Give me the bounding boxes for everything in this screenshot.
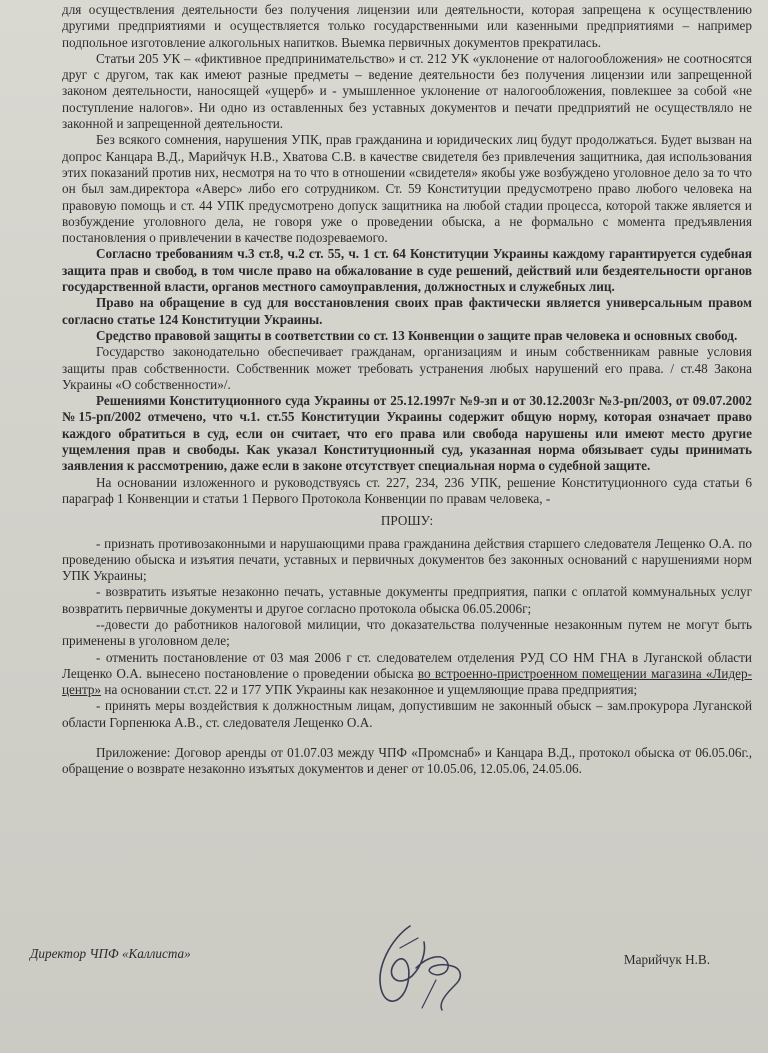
handwritten-signature — [352, 918, 472, 1014]
signatory-name: Марийчук Н.В. — [623, 952, 710, 967]
request-cancel-text: - отменить постановление от 03 мая 2006 г ст. следователем отделения РУД СО НМ ГНА в Луганской области Лещенко О.А. вынесено постановление о проведении обыска — [62, 649, 752, 681]
paragraph-property-law: Государство законодательно обеспечивает гражданам, организациям и иным собственникам равные условия защиты прав собственности. Собственник может требовать устранения любых нарушений его права. / ст.48 Закона Украины «О собственности»/. — [62, 344, 752, 392]
request-item-return: - возвратить изъятые незаконно печать, уставные документы предприятия, папки с оплатой коммунальных услуг возвратить первичные документы и другое согласно протокола обыска 06.05.2006г; — [62, 584, 752, 616]
paragraph-articles-205-212: Статьи 205 УК – «фиктивное предпринимательство» и ст. 212 УК «уклонение от налогообложения» не соотносятся друг с другом, так как имеют разные предметы – ведение деятельности без получения лицензии или запрещенной законом деятельности, наносящей «ущерб» и - умышленное уклонение от налогообложения, повлекшее за собой «не поступление налогов». Ни одно из оставленных без уставных документов и печати предприятий не осуществляло не законной и запрещенной деятельности. — [62, 50, 752, 132]
request-cancel-underlined: во встроенно-пристроенном помещении магазина «Лидер-центр» — [62, 665, 752, 698]
request-item-measures: - принять меры воздействия к должностным лицам, допустившим не законный обыск – зам.прокурора Луганской области Горпенюка А.В., ст. следователя Лещенко О.А. — [62, 698, 752, 730]
signatory-title: Директор ЧПФ «Каллиста» — [30, 946, 191, 961]
paragraph-convention-13: Средство правовой защиты в соответствии со ст. 13 Конвенции о защите прав человека и основных свобод. — [96, 327, 738, 343]
paragraph-licensing: для осуществления деятельности без получения лицензии или деятельности, которая запрещена к осуществлению другими предприятиями и осуществляется только государственными или казенными предприятиями – например подпольное изготовление алкогольных напитков. Выемка первичных документов прекратилась. — [62, 2, 752, 50]
request-heading: ПРОШУ: — [380, 513, 434, 529]
paragraph-court-decisions: Решениями Конституционного суда Украины от 25.12.1997г №9-зп и от 30.12.2003г №3-рп/2003, от 09.07.2002 №15-рп/2002 отмечено, что ч.1. ст.55 Конституции Украины содержит общую норму, которая означает право каждого обратиться в суд, если он считает, что его права или свобода нарушены или имеют место другие ущемления прав и свободы. Как указал Конституционный суд, указанная норма обязывает суды принимать заявления к рассмотрению, даже если в законе отсутствует специальная норма о судебной защите. — [62, 393, 752, 474]
document-body — [62, 2, 752, 778]
request-item-cancel — [62, 650, 752, 699]
request-item-evidence: --довести до работников налоговой милиции, что доказательства полученные незаконным путем не могут быть применены в уголовном деле; — [62, 616, 752, 649]
paragraph-article-124: Право на обращение в суд для восстановления своих прав фактически является универсальным правом согласно статье 124 Конституции Украины. — [62, 295, 752, 327]
request-cancel-tail: на основании ст.ст. 22 и 177 УПК Украины как незаконное и ущемляющие права предприятия; — [101, 682, 638, 698]
paragraph-violations: Без всякого сомнения, нарушения УПК, прав гражданина и юридических лиц будут продолжаться. Будет вызван на допрос Канцара В.Д., Марийчук Н.В., Хватова С.В. в качестве свидетеля без привлечения защитника, дая использования этих показаний против них, несмотря на то что в отношении «свидетеля» якобы уже возбуждено уголовное дело за то что он был зам.директора «Аверс» либо его сотрудником. Ст. 59 Конституции предусмотрено право любого человека на правовую помощь и ст. 44 УПК предусмотрено допуск защитника на любой стадии процесса, которой также является и возбуждение уголовного дела, не говоря уже о проведении обыска, а не формально с момента предъявления постановления о привлечении в качестве подозреваемого. — [62, 132, 752, 246]
paragraph-constitution-64: Согласно требованиям ч.3 ст.8, ч.2 ст. 55, ч. 1 ст. 64 Конституции Украины каждому гарантируется судебная защита прав и свобод, в том числе право на обжалование в суде решений, действий или бездеятельности органов государственной власти, органов местного самоуправления, должностных и служебных лиц. — [62, 246, 752, 295]
paragraph-grounds: На основании изложенного и руководствуясь ст. 227, 234, 236 УПК, решение Конституционного суда статьи 6 параграф 1 Конвенции и статьи 1 Первого Протокола Конвенции по правам человека, - — [62, 474, 752, 506]
attachment-note: Приложение: Договор аренды от 01.07.03 между ЧПФ «Промснаб» и Канцара В.Д., протокол обыска от 06.05.06г., обращение о возврате незаконно изъятых документов и денег от 10.05.06, 12.05.06, 24.05.06. — [62, 745, 752, 777]
request-item-unlawful: - признать противозаконными и нарушающими права гражданина действия старшего следователя Лещенко О.А. по проведению обыска и изъятия печати, уставных и первичных документов без законных оснований с нарушениями норм УПК Украины; — [62, 535, 752, 584]
